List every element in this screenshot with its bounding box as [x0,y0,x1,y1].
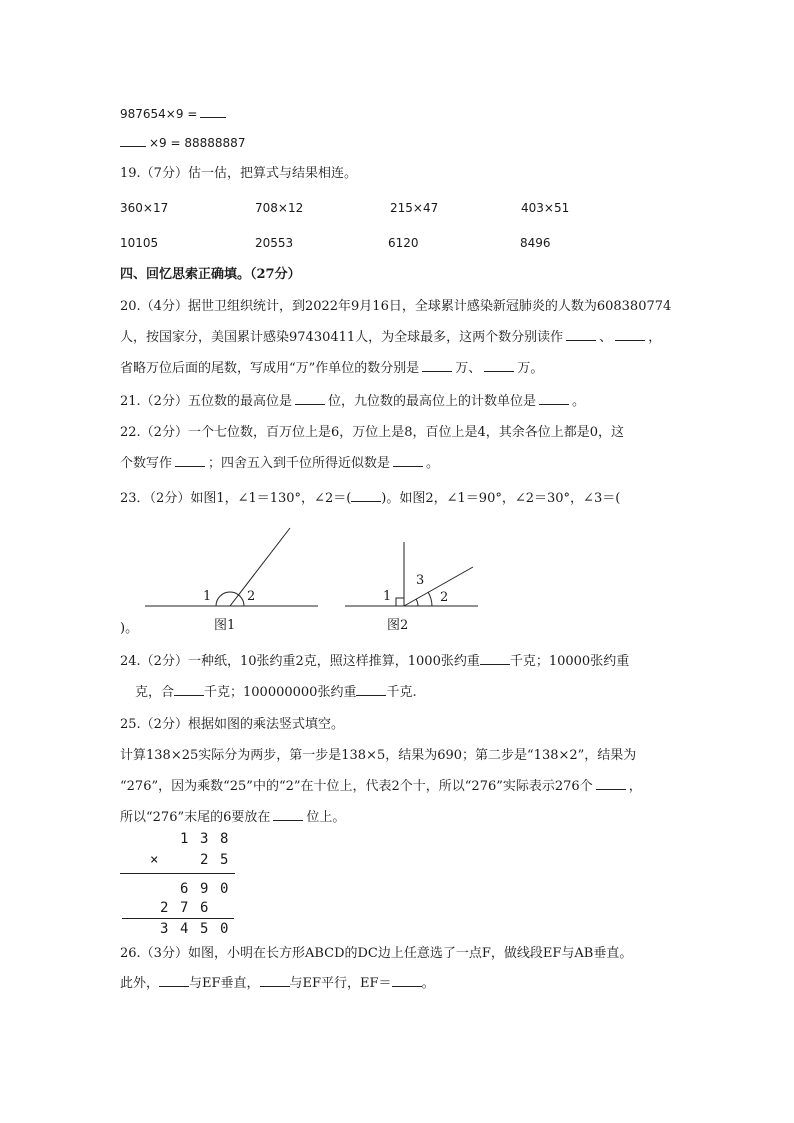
q20-text: 人，按国家分，美国累计感染97430411人，为全球最多，这两个数分别读作 [120,330,564,345]
digit: 1 [180,831,189,847]
answer-blank[interactable] [175,455,205,467]
answer-blank[interactable] [159,975,189,987]
figure-2 [345,542,478,606]
q23-close: )。 [120,621,139,636]
digit: 5 [220,852,229,868]
answer-blank[interactable] [596,778,626,790]
q20-line3 [120,360,543,378]
q24-line2 [135,684,417,702]
answer-blank[interactable] [260,975,290,987]
digit: 2 [200,852,209,868]
q23-text: )。如图2，∠1＝90°，∠2＝30°，∠3＝( [381,491,621,506]
q24-text: 千克. [386,685,417,700]
q20-line1: 20.（4分）据世卫组织统计，到2022年9月16日，全球累计感染新冠肺炎的人数为608380774 [120,299,672,314]
q20-text: 万。 [517,361,544,376]
digit: 7 [180,900,189,916]
digit: 6 [200,900,209,916]
answer-blank[interactable] [393,455,423,467]
divider-line [120,873,235,874]
digit: 3 [200,831,209,847]
digit: 0 [220,921,229,937]
figure-caption: 图2 [387,618,409,633]
q21-line [120,393,585,411]
answer-blank[interactable] [295,393,325,405]
q20-line2 [120,329,661,347]
q25-text: 位上。 [306,810,346,825]
q23-line1 [120,490,620,508]
q21-text: 21.（2分）五位数的最高位是 [120,394,292,409]
q19-expr: 708×12 [255,201,304,215]
q19-result: 8496 [520,236,551,250]
answer-blank[interactable] [615,329,645,341]
q19-expr: 360×17 [120,201,169,215]
answer-blank[interactable] [539,393,569,405]
q20-text: 万、 [455,361,482,376]
q26-text: 与EF平行，EF＝ [289,976,392,991]
q18-expr1: 987654×9 = [120,107,198,121]
digit: 9 [200,881,209,897]
answer-blank[interactable] [351,490,381,502]
q25-line1: 计算138×25实际分为两步，第一步是138×5，结果为690；第二步是“138×2”，结果为 [120,748,637,763]
digit: 4 [180,921,189,937]
angle-label: 2 [440,590,449,605]
q21-text: 位，九位数的最高位上的计数单位是 [327,394,536,409]
answer-blank[interactable] [273,809,303,821]
q22-text: 。 [426,456,440,471]
divider-line [122,918,234,919]
q22-text: ；四舍五入到千位所得近似数是 [208,456,391,471]
q19-expr: 215×47 [390,201,439,215]
q24-text: 千克；100000000张约重 [204,685,357,700]
answer-blank[interactable] [422,360,452,372]
q20-text: 、 [599,330,613,345]
q26-text: 此外， [120,976,160,991]
figure-caption: 图1 [214,618,236,633]
q22-line2 [120,455,439,473]
digit: 0 [220,881,229,897]
q24-text: 克，合 [135,685,175,700]
q21-text: 。 [571,394,585,409]
q26-line2 [120,975,435,993]
digit: 8 [220,831,229,847]
q25-line3 [120,809,345,827]
digit: 3 [160,921,169,937]
angle-label: 2 [247,589,256,604]
q25-title: 25.（2分）根据如图的乘法竖式填空。 [120,717,344,732]
answer-blank[interactable] [174,684,204,696]
q22-text: 个数写作 [120,456,173,471]
answer-blank[interactable] [566,329,596,341]
q18-line2 [120,134,245,152]
angle-label: 1 [203,589,212,604]
answer-blank[interactable] [200,106,226,118]
multiply-sign: × [150,852,159,868]
q26-line1: 26.（3分）如图，小明在长方形ABCD的DC边上任意选了一点F，做线段EF与AB垂直。 [120,946,633,961]
q19-result: 6120 [388,236,419,250]
q24-line1 [120,653,629,671]
q22-line1: 22.（2分）一个七位数，百万位上是6，万位上是8，百位上是4，其余各位上都是0，这 [120,425,625,440]
q25-text: ， [628,779,642,794]
angle-label: 1 [383,589,392,604]
section-title: 四、回忆思索正确填。（27分） [120,267,301,282]
q25-text: “276”，因为乘数“25”中的“2”在十位上，代表2个十，所以“276”实际表示276个 [120,779,593,794]
q19-result: 10105 [120,236,159,250]
answer-blank[interactable] [480,653,510,665]
angle-label: 3 [416,573,425,588]
q20-text: 省略万位后面的尾数，写成用“万”作单位的数分别是 [120,361,420,376]
q24-text: 千克；10000张约重 [509,654,630,669]
q26-text: 。 [421,976,435,991]
answer-blank[interactable] [484,360,514,372]
q18-line1 [120,105,229,123]
q26-text: 与EF垂直， [189,976,260,991]
answer-blank[interactable] [120,135,146,147]
q25-text: 所以“276”末尾的6要放在 [120,810,271,825]
q19-title: 19.（7分）估一估，把算式与结果相连。 [120,166,357,181]
digit: 6 [180,881,189,897]
figure-1 [145,528,318,606]
answer-blank[interactable] [356,684,386,696]
q23-text: 23．（2分）如图1，∠1＝130°，∠2＝( [120,491,352,506]
q19-expr: 403×51 [521,201,570,215]
q20-text: ， [648,330,662,345]
q18-expr2: ×9 = 88888887 [149,136,246,150]
digit: 2 [160,900,169,916]
q25-line2 [120,778,642,796]
q19-result: 20553 [255,236,294,250]
answer-blank[interactable] [392,975,422,987]
q24-text: 24.（2分）一种纸，10张约重2克，照这样推算，1000张约重 [120,654,480,669]
digit: 5 [200,921,209,937]
